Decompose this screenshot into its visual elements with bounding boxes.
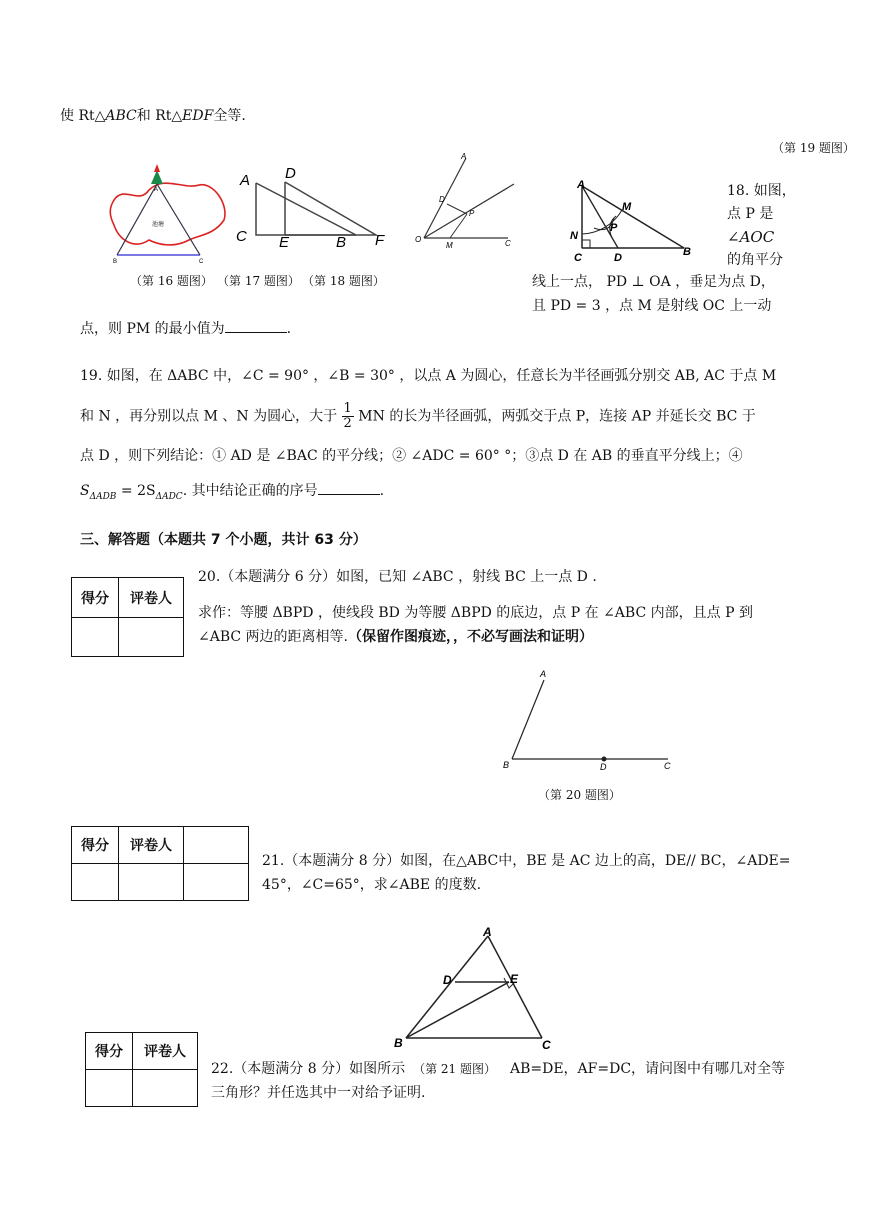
grader-header: 评卷人 <box>119 578 184 618</box>
fig16-caption: （第 16 题图） <box>130 274 213 288</box>
score-table-20 <box>71 577 184 657</box>
fig18-label-m: M <box>446 241 453 250</box>
fig16-label-c: C <box>199 259 204 264</box>
fig17-label-a: A <box>240 172 251 189</box>
fig19-label-b: B <box>683 246 691 258</box>
grader-header: 评卷人 <box>133 1033 198 1070</box>
fig19-label-p: P <box>610 222 618 234</box>
q21-line2: 45°，∠C=65°，求∠ABE 的度数. <box>262 877 482 893</box>
point-d <box>602 757 607 762</box>
q18-line5: 线上一点， PD ⊥ OA ，垂足为点 D， <box>532 274 775 290</box>
q22-line1: 22.（本题满分 8 分）如图所示 （第 21 题图） AB=DE，AF=DC，请问图中有哪几对全等 <box>211 1061 786 1077</box>
fig16-label-center: 池塘 <box>152 222 165 228</box>
extra-header[interactable] <box>184 827 249 864</box>
figure-21 <box>388 922 558 1052</box>
figure-16 <box>104 160 234 264</box>
fig21-caption: （第 21 题图） <box>413 1062 496 1076</box>
fig20-label-c: C <box>664 761 671 771</box>
fig19-label-n: N <box>570 230 578 242</box>
score-header: 得分 <box>72 578 119 618</box>
grader-cell[interactable] <box>119 864 184 901</box>
answer-blank-19[interactable] <box>318 480 380 495</box>
grader-header: 评卷人 <box>119 827 184 864</box>
fig18-label-c: C <box>505 239 511 248</box>
q18-line7: 点，则 PM 的最小值为 . <box>80 318 291 339</box>
q19-line2: 和 N ，再分别以点 M 、N 为圆心，大于 $\frac{1}{2}$ MN 的长为半径画弧，两弧交于点 P，连接 AP 并延长交 BC 于 <box>80 401 756 431</box>
fig19-label-a: A <box>577 179 585 191</box>
grader-cell[interactable] <box>119 618 184 657</box>
q19-line4: $S_{\Delta ADB} = 2S_{\Delta ADC}$. 其中结论正确的序号 . <box>80 480 384 507</box>
q20-line3: ∠ABC 两边的距离相等.（保留作图痕迹，，不必写画法和证明） <box>198 629 594 645</box>
q19-line1: 19. 如图，在 ΔABC 中，∠C = 90° ，∠B = 30° ，以点 A 为圆心，任意长为半径画弧分别交 AB, AC 于点 M <box>80 368 777 384</box>
score-cell[interactable] <box>86 1070 133 1107</box>
fig18-label-p: P <box>469 209 475 218</box>
fig18-label-a: A <box>461 152 467 161</box>
fig21-label-d: D <box>443 973 452 987</box>
fig18-label-d: D <box>439 195 445 204</box>
q22-line2: 三角形？并任选其中一对给予证明. <box>211 1085 426 1101</box>
fig21-label-a: A <box>483 925 492 939</box>
figure-20 <box>498 664 684 774</box>
fig17-label-f: F <box>375 232 385 249</box>
fig20-label-a: A <box>540 669 547 679</box>
q18-line1: 18. 如图， <box>727 183 796 199</box>
score-table-22 <box>85 1032 198 1107</box>
q18-line6: 且 PD = 3 ，点 M 是射线 OC 上一动 <box>532 298 772 314</box>
fig18-caption: （第 18 题图） <box>302 274 385 288</box>
fig16-label-b: B <box>113 259 118 264</box>
fig20-caption: （第 20 题图） <box>538 788 621 802</box>
q19-line3: 点 D ，则下列结论：① AD 是 ∠BAC 的平分线；② ∠ADC = 60° °；③点 D 在 AB 的垂直平分线上；④ <box>80 448 743 464</box>
q20-line1: 20.（本题满分 6 分）如图，已知 ∠ABC ，射线 BC 上一点 D . <box>198 569 597 585</box>
answer-blank-18[interactable] <box>225 318 287 333</box>
q18-line3: ∠AOC <box>727 228 775 246</box>
tree-marker <box>151 170 163 184</box>
q18-line4: 的角平分 <box>727 252 783 268</box>
figure-19 <box>566 176 700 264</box>
fig21-label-e: E <box>510 972 519 986</box>
extra-cell[interactable] <box>184 864 249 901</box>
fig21-label-c: C <box>542 1038 551 1052</box>
fig19-label-m: M <box>622 201 632 213</box>
grader-cell[interactable] <box>133 1070 198 1107</box>
fig17-label-d: D <box>285 165 296 182</box>
section3-title: 三、解答题（本题共 7 个小题，共计 63 分） <box>80 532 367 548</box>
fig19-label-d: D <box>614 252 622 264</box>
q21-line1: 21.（本题满分 8 分）如图，在△ABC中，BE 是 AC 边上的高，DE// BC，∠ADE= <box>262 853 791 869</box>
score-header: 得分 <box>86 1033 133 1070</box>
fig20-label-d: D <box>600 762 607 772</box>
q18-line2: 点 P 是 <box>727 206 774 222</box>
fig18-label-o: O <box>415 235 422 244</box>
fig20-label-b: B <box>503 760 510 770</box>
fig17-caption: （第 17 题图） <box>217 274 300 288</box>
fig19-label-c: C <box>574 252 582 264</box>
fig21-label-b: B <box>394 1036 403 1050</box>
score-header: 得分 <box>72 827 119 864</box>
fig16-label-a: A <box>154 187 159 193</box>
score-table-21 <box>71 826 249 901</box>
score-cell[interactable] <box>72 618 119 657</box>
fraction-one-half: $\frac{1}{2}$ <box>343 401 352 431</box>
q20-line2: 求作：等腰 ΔBPD ，使线段 BD 为等腰 ΔBPD 的底边，点 P 在 ∠ABC 内部，且点 P 到 <box>198 605 753 621</box>
fig17-label-c: C <box>236 228 247 245</box>
fig17-label-b: B <box>336 234 347 249</box>
fig17-label-e: E <box>279 234 290 249</box>
score-cell[interactable] <box>72 864 119 901</box>
figure-18 <box>412 148 520 252</box>
fig19-caption: （第 19 题图） <box>772 141 855 155</box>
q17-intro: 使 Rt△ABC和 Rt△EDF全等. <box>60 108 246 124</box>
figure-17 <box>232 163 392 249</box>
